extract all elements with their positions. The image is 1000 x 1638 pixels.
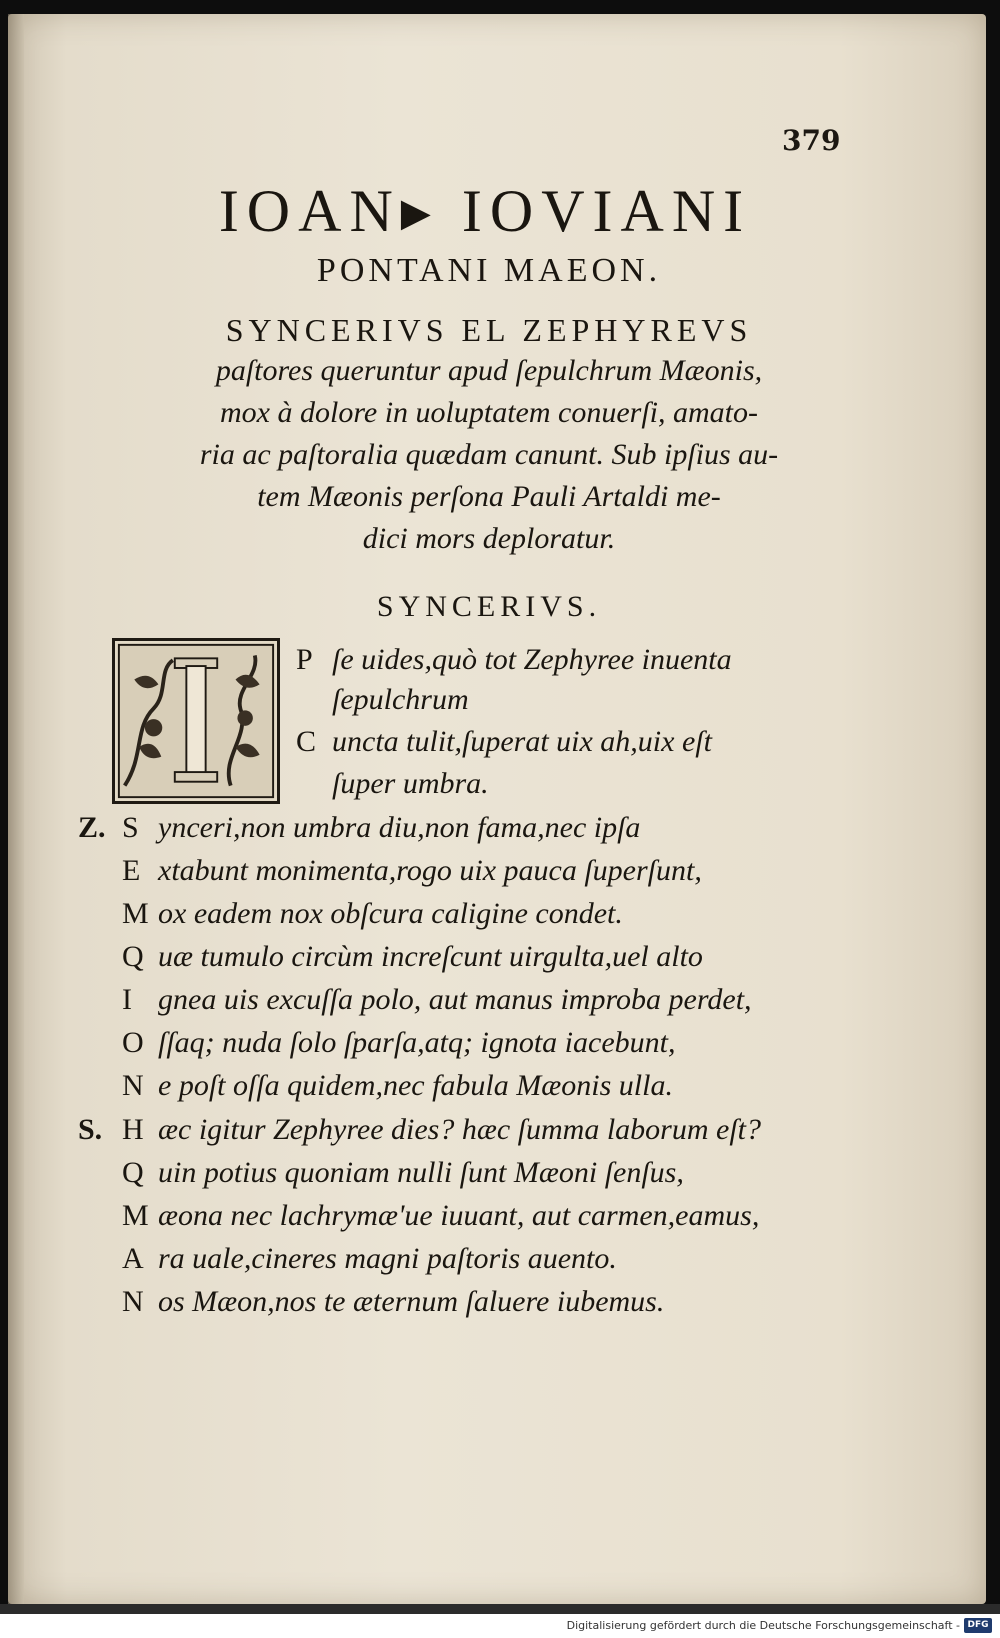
verse-line — [332, 764, 489, 804]
page-number: 379 — [782, 124, 841, 157]
verse-line — [122, 894, 623, 934]
footer-bar — [0, 1614, 1000, 1638]
verse-capital: Q — [122, 940, 144, 973]
verse-text: xtabunt monimenta,rogo uix pauca ſuperſunt, — [158, 854, 702, 887]
verse-capital: Q — [122, 1156, 144, 1189]
speaker-heading: SYNCERIVS. — [376, 590, 602, 623]
verse-text: æona nec lachrymæ'ue iuuant, aut carmen,eamus, — [158, 1199, 760, 1232]
argument-text — [110, 350, 868, 560]
argument-line: paſtores queruntur apud ſepulchrum Mæonis, — [215, 354, 763, 387]
verse-capital: C — [296, 725, 317, 758]
argument-line: ria ac paſtoralia quædam canunt. Sub ipſius au- — [199, 438, 779, 471]
verse-text: gnea uis excuſſa polo, aut manus improba perdet, — [158, 983, 752, 1016]
argument-line: mox à dolore in uoluptatem conuerſi, amato- — [220, 396, 758, 429]
verse-capital: O — [122, 1026, 144, 1059]
verse-line — [332, 680, 469, 720]
verse-text: ox eadem nox obſcura caligine condet. — [158, 897, 623, 930]
verse-text: uin potius quoniam nulli ſunt Mæoni ſenſus, — [158, 1156, 684, 1189]
section-heading: SYNCERIVS EL ZEPHYREVS — [225, 312, 753, 348]
verse-line — [296, 640, 732, 680]
speaker-tag: Z. — [78, 811, 106, 844]
verse-text: os Mæon,nos te æternum ſaluere iubemus. — [158, 1285, 665, 1318]
verse-text: ra uale,cineres magni paſtoris auento. — [158, 1242, 617, 1275]
speaker-tag: S. — [78, 1113, 103, 1146]
verse-line — [122, 1239, 617, 1279]
verse-capital: N — [122, 1069, 144, 1102]
verse-text: e poſt oſſa quidem,nec fabula Mæonis ulla. — [158, 1069, 673, 1102]
verse-text: ynceri,non umbra diu,non fama,nec ipſa — [158, 811, 641, 844]
verse-line — [122, 808, 640, 848]
verse-line — [122, 937, 703, 977]
verse-line — [122, 1153, 684, 1193]
verse-line — [122, 980, 752, 1020]
verse-line — [122, 1282, 664, 1322]
title-line-1: IOAN▸ IOVIANI — [218, 178, 752, 244]
verse-capital: S — [122, 811, 139, 844]
verse-line — [122, 1110, 761, 1150]
verse-line — [296, 722, 712, 762]
title-line-2: PONTANI MAEON. — [316, 252, 662, 289]
verse-line — [122, 1196, 759, 1236]
funding-credit: Digitalisierung gefördert durch die Deutsche Forschungsgemeinschaft - — [566, 1619, 960, 1632]
dfg-logo-icon[interactable]: DFG — [964, 1618, 992, 1633]
verse-capital: P — [296, 643, 313, 676]
verse-line — [122, 851, 702, 891]
page-bottom-border — [0, 1604, 1000, 1614]
verse-capital: M — [122, 897, 149, 930]
verse-line — [122, 1066, 673, 1106]
verse-text: æc igitur Zephyree dies? hæc ſumma laborum eſt? — [158, 1113, 761, 1146]
verse-capital: A — [122, 1242, 144, 1275]
verse-capital: I — [122, 983, 132, 1016]
verse-capital: E — [122, 854, 141, 887]
verse-text: ſſaq; nuda ſolo ſparſa,atq; ignota iacebunt, — [158, 1026, 676, 1059]
verse-text: uncta tulit,ſuperat uix ah,uix eſt — [332, 725, 712, 758]
verse-text: ſuper umbra. — [332, 767, 489, 800]
verse-capital: N — [122, 1285, 144, 1318]
argument-line: dici mors deploratur. — [362, 522, 616, 555]
verse-text: ſepulchrum — [332, 683, 469, 716]
argument-line: tem Mæonis perſona Pauli Artaldi me- — [257, 480, 721, 513]
verse-capital: M — [122, 1199, 149, 1232]
verse-text: uæ tumulo circùm increſcunt uirgulta,uel alto — [158, 940, 703, 973]
verse-line — [122, 1023, 675, 1063]
verse-text: ſe uides,quò tot Zephyree inuenta — [332, 643, 732, 676]
verse-capital: H — [122, 1113, 144, 1146]
decorated-initial-i-icon — [112, 638, 280, 804]
